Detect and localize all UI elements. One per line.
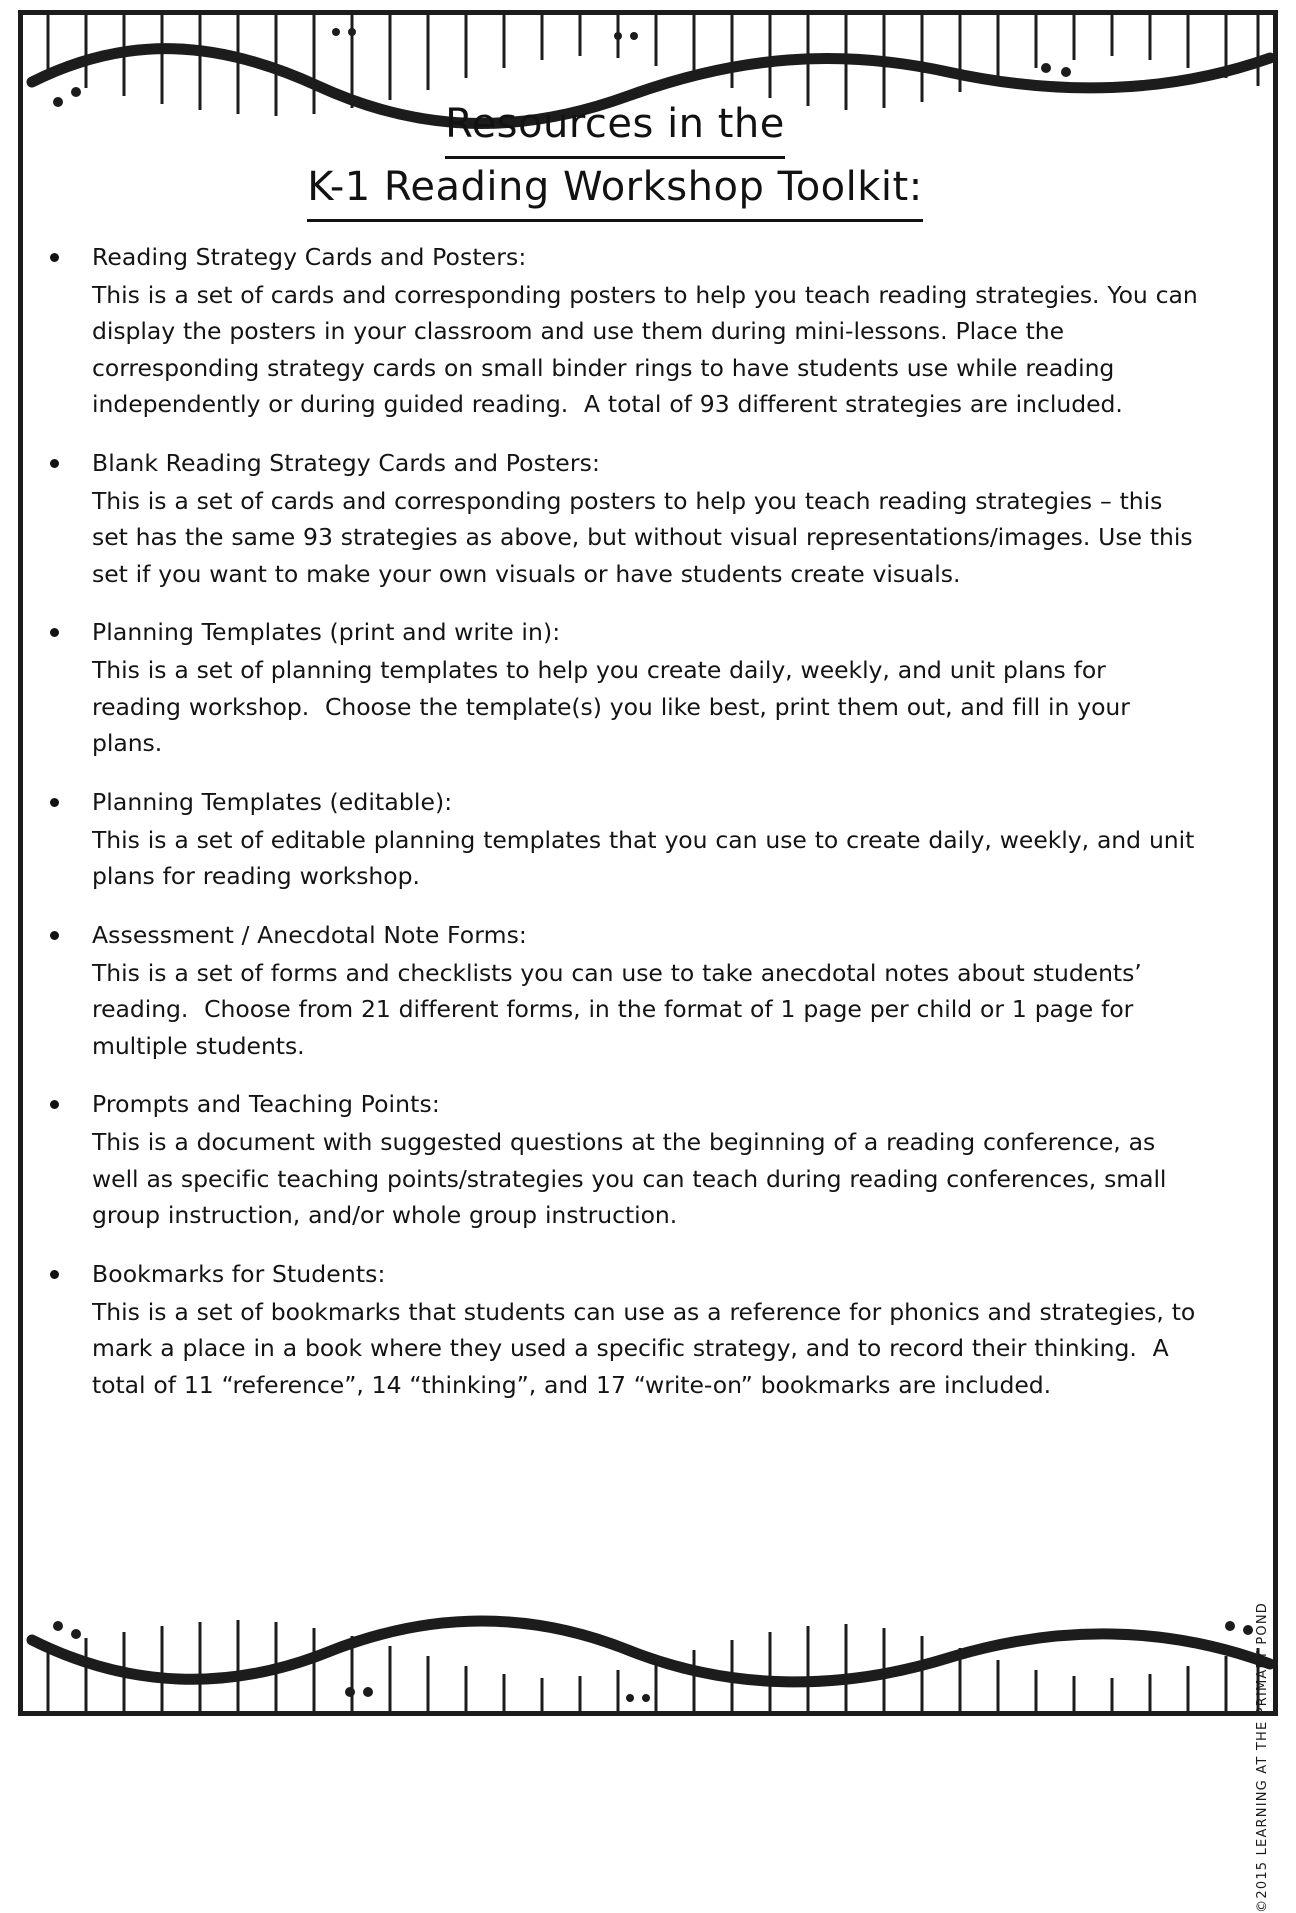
resource-description: This is a document with suggested questions at the beginning of a reading conference, as well as specific teaching points/strategies you can teach during reading conferences, small group instruction, and/or whole group instruction. — [92, 1128, 1175, 1230]
page-title — [30, 96, 1200, 222]
resource-heading: Assessment / Anecdotal Note Forms: — [92, 920, 527, 949]
list-item — [30, 240, 1206, 423]
resource-heading: Reading Strategy Cards and Posters: — [92, 242, 527, 271]
list-item — [30, 446, 1200, 593]
resource-description: This is a set of forms and checklists you can use to take anecdotal notes about students’ reading. Choose from 21 different forms, in the format of 1 page per child or 1 page for multiple students. — [92, 958, 1150, 1060]
document-content — [30, 96, 1206, 1576]
list-item — [30, 918, 1200, 1065]
resource-description: This is a set of bookmarks that students can use as a reference for phonics and strategies, to mark a place in a book where they used a specific strategy, and to record their thinking. A total of 11 “reference”, 14 “thinking”, and 17 “write-on” bookmarks are included. — [92, 1297, 1204, 1399]
title-line-2 — [30, 159, 1200, 222]
list-item — [30, 615, 1200, 762]
title-line-1-text: Resources in the — [445, 96, 785, 159]
title-line-2-text: K-1 Reading Workshop Toolkit: — [307, 159, 922, 222]
bullet-icon — [50, 253, 59, 262]
bullet-icon — [50, 1100, 59, 1109]
resource-description: This is a set of planning templates to help you create daily, weekly, and unit plans for reading workshop. Choose the template(s) you like best, print them out, and fill in your plans. — [92, 656, 1138, 758]
list-item — [30, 1257, 1204, 1404]
resource-heading: Blank Reading Strategy Cards and Posters: — [92, 448, 600, 477]
copyright-notice: ©2015 LEARNING AT THE PRIMARY POND — [1255, 1602, 1270, 1913]
bullet-icon — [50, 1270, 59, 1279]
list-item — [30, 1087, 1200, 1234]
title-line-1 — [30, 96, 1200, 159]
bottom-wave-border-decoration — [18, 1596, 1278, 1716]
resource-heading: Planning Templates (editable): — [92, 787, 453, 816]
bullet-icon — [50, 931, 59, 940]
resource-list — [30, 240, 1206, 1404]
bullet-icon — [50, 798, 59, 807]
resource-description: This is a set of cards and corresponding posters to help you teach reading strategies – this set has the same 93 strategies as above, but without visual representations/images. Use this set if you want to make your own visuals or have students create visuals. — [92, 486, 1201, 588]
resource-description: This is a set of editable planning templates that you can use to create daily, weekly, and unit plans for reading workshop. — [92, 825, 1203, 891]
resource-heading: Prompts and Teaching Points: — [92, 1090, 440, 1119]
resource-heading: Bookmarks for Students: — [92, 1259, 386, 1288]
resource-description: This is a set of cards and corresponding posters to help you teach reading strategies. You can display the posters in your classroom and use them during mini-lessons. Place the corresponding strategy cards on small binder rings to have students use while reading independently or during guided reading. A total of 93 different strategies are included. — [92, 280, 1206, 419]
bullet-icon — [50, 628, 59, 637]
bullet-icon — [50, 459, 59, 468]
list-item — [30, 785, 1203, 895]
resource-heading: Planning Templates (print and write in): — [92, 618, 561, 647]
